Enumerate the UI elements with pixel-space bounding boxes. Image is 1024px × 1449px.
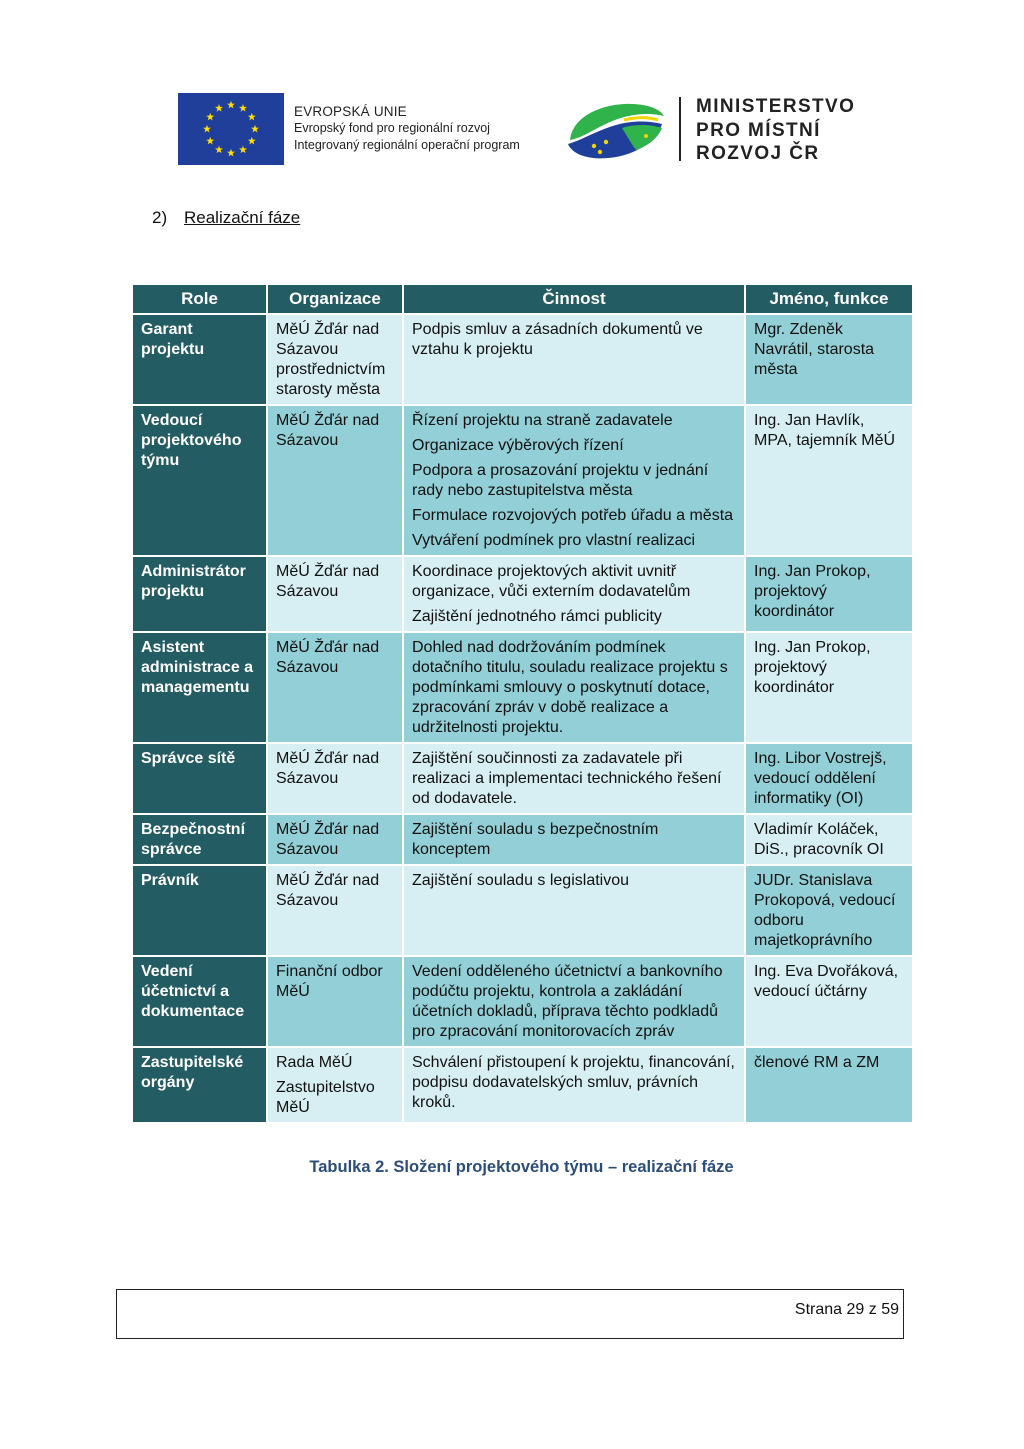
table-row	[132, 743, 913, 814]
document-header	[178, 92, 858, 172]
organization-line: MěÚ Žďár nad Sázavou prostřednictvím starosty města	[276, 321, 386, 398]
name-cell: členové RM a ZM	[745, 1047, 913, 1123]
table-body	[132, 314, 913, 1123]
activity-line: Zajištění jednotného rámci publicity	[412, 608, 662, 625]
organization-cell	[267, 405, 403, 556]
activity-line: Organizace výběrových řízení	[412, 437, 624, 454]
activity-cell	[403, 865, 745, 956]
role-cell: Vedoucí projektového týmu	[132, 405, 267, 556]
organization-line: Finanční odbor MěÚ	[276, 963, 383, 1000]
ministry-line-2: PRO MÍSTNÍ	[696, 119, 821, 141]
organization-cell	[267, 814, 403, 865]
organization-cell	[267, 314, 403, 405]
activity-cell	[403, 405, 745, 556]
activity-cell	[403, 632, 745, 743]
table-header-row	[132, 284, 913, 314]
table-row	[132, 1047, 913, 1123]
activity-cell	[403, 814, 745, 865]
table-row	[132, 556, 913, 632]
column-header-role: Role	[132, 284, 267, 314]
ministry-line-1: MINISTERSTVO	[696, 96, 856, 117]
activity-cell	[403, 956, 745, 1047]
organization-line: MěÚ Žďár nad Sázavou	[276, 412, 380, 449]
name-cell: Ing. Jan Prokop, projektový koordinátor	[745, 632, 913, 743]
table-row	[132, 865, 913, 956]
activity-line: Řízení projektu na straně zadavatele	[412, 412, 673, 429]
organization-cell	[267, 556, 403, 632]
name-cell: Ing. Eva Dvořáková, vedoucí účtárny	[745, 956, 913, 1047]
organization-line: MěÚ Žďár nad Sázavou	[276, 563, 380, 600]
organization-cell	[267, 1047, 403, 1123]
ministry-name	[696, 95, 855, 166]
activity-line: Podpis smluv a zásadních dokumentů ve vztahu k projektu	[412, 321, 703, 358]
role-cell: Právník	[132, 865, 267, 956]
name-cell: Ing. Jan Prokop, projektový koordinátor	[745, 556, 913, 632]
activity-line: Koordinace projektových aktivit uvnitř organizace, vůči externím dodavatelům	[412, 563, 691, 600]
role-cell: Zastupitelské orgány	[132, 1047, 267, 1123]
table-row	[132, 956, 913, 1047]
activity-line: Zajištění součinnosti za zadavatele při realizaci a implementaci technického řešení od dodavatele.	[412, 750, 722, 807]
column-header-activity: Činnost	[403, 284, 745, 314]
organization-cell	[267, 743, 403, 814]
activity-cell	[403, 556, 745, 632]
organization-line: MěÚ Žďár nad Sázavou	[276, 639, 380, 676]
organization-cell	[267, 865, 403, 956]
eu-fund-line: Evropský fond pro regionální rozvoj	[294, 121, 490, 135]
column-header-name: Jméno, funkce	[745, 284, 913, 314]
activity-cell	[403, 743, 745, 814]
role-cell: Garant projektu	[132, 314, 267, 405]
organization-line: MěÚ Žďár nad Sázavou	[276, 750, 380, 787]
table-row	[132, 314, 913, 405]
ministry-line-3: ROZVOJ ČR	[696, 143, 820, 164]
organization-cell	[267, 632, 403, 743]
activity-cell	[403, 314, 745, 405]
activity-line: Zajištění souladu s legislativou	[412, 872, 630, 889]
role-cell: Asistent administrace a managementu	[132, 632, 267, 743]
name-cell: Ing. Libor Vostrejš, vedoucí oddělení informatiky (OI)	[745, 743, 913, 814]
role-cell: Administrátor projektu	[132, 556, 267, 632]
name-cell: Mgr. Zdeněk Navrátil, starosta města	[745, 314, 913, 405]
ministry-logo	[564, 98, 666, 164]
name-cell: Vladimír Koláček, DiS., pracovník OI	[745, 814, 913, 865]
activity-line: Dohled nad dodržováním podmínek dotačního titulu, souladu realizace projektu s podmínkami smlouvy o poskytnutí dotace, zpracování zpráv v době realizace a udržitelnosti projektu.	[412, 639, 728, 736]
activity-line: Zajištění souladu s bezpečnostním konceptem	[412, 821, 659, 858]
activity-line: Schválení přistoupení k projektu, financování, podpisu dodavatelských smluv, právních kroků.	[412, 1054, 735, 1111]
role-cell: Správce sítě	[132, 743, 267, 814]
eu-flag-logo	[178, 93, 284, 165]
table-row	[132, 405, 913, 556]
organization-line: Zastupitelstvo MěÚ	[276, 1079, 375, 1116]
page-number: Strana 29 z 59	[794, 1301, 899, 1318]
activity-line: Formulace rozvojových potřeb úřadu a města	[412, 507, 734, 524]
table-row	[132, 814, 913, 865]
eu-title: EVROPSKÁ UNIE	[294, 104, 407, 119]
eu-program-line: Integrovaný regionální operační program	[294, 138, 520, 152]
section-heading	[152, 208, 300, 228]
section-number: 2)	[152, 208, 168, 227]
activity-cell	[403, 1047, 745, 1123]
activity-line: Podpora a prosazování projektu v jednání rady nebo zastupitelstva města	[412, 462, 709, 499]
section-title: Realizační fáze	[184, 208, 301, 227]
role-cell: Vedení účetnictví a dokumentace	[132, 956, 267, 1047]
organization-line: Rada MěÚ	[276, 1054, 353, 1071]
table-row	[132, 632, 913, 743]
activity-line: Vytváření podmínek pro vlastní realizaci	[412, 532, 696, 549]
page-footer	[116, 1289, 904, 1339]
organization-cell	[267, 956, 403, 1047]
role-cell: Bezpečnostní správce	[132, 814, 267, 865]
name-cell: Ing. Jan Havlík, MPA, tajemník MěÚ	[745, 405, 913, 556]
table-caption: Tabulka 2. Složení projektového týmu – realizační fáze	[309, 1158, 734, 1176]
name-cell: JUDr. Stanislava Prokopová, vedoucí odboru majetkoprávního	[745, 865, 913, 956]
project-team-table	[131, 283, 914, 1124]
organization-line: MěÚ Žďár nad Sázavou	[276, 821, 380, 858]
organization-line: MěÚ Žďár nad Sázavou	[276, 872, 380, 909]
column-header-organization: Organizace	[267, 284, 403, 314]
eu-caption	[294, 103, 520, 154]
activity-line: Vedení odděleného účetnictví a bankovního podúčtu projektu, kontrola a zakládání účetních dokladů, příprava těchto podkladů pro zpracování monitorovacích zpráv	[412, 963, 723, 1040]
header-divider	[679, 97, 681, 161]
